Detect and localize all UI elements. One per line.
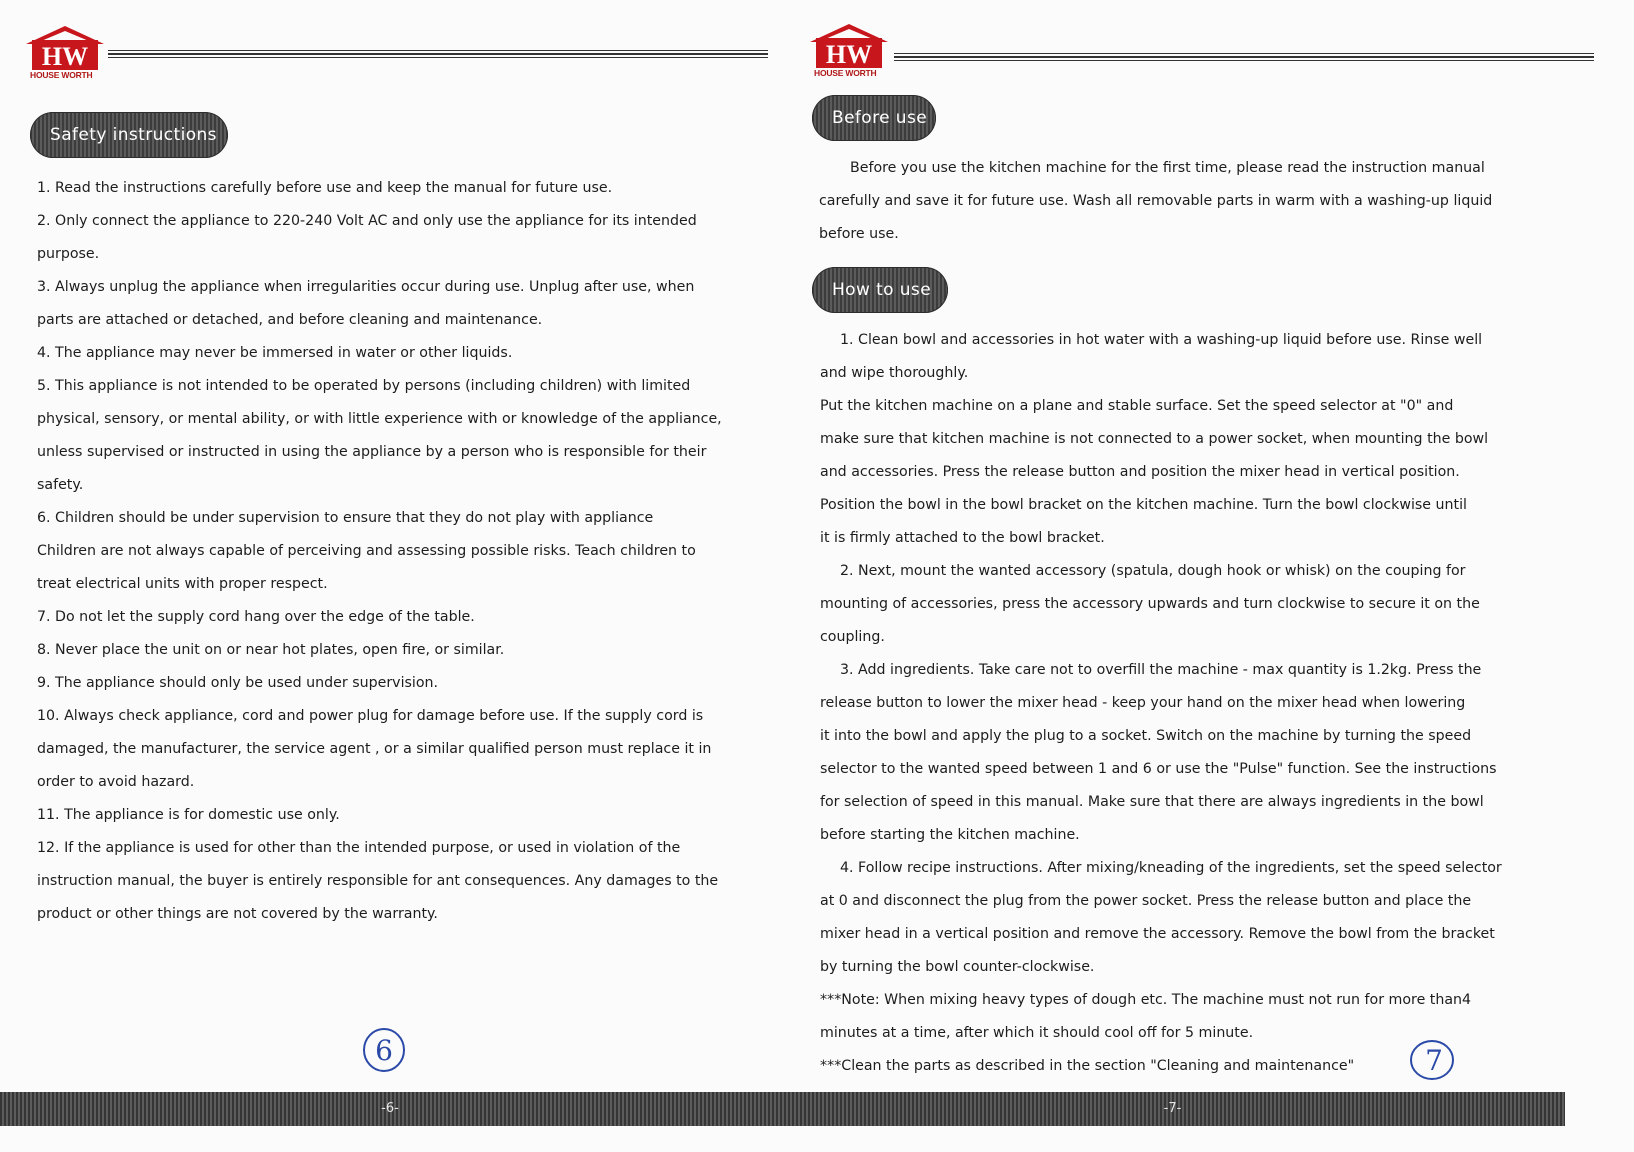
section-title-how-to-use: How to use bbox=[812, 267, 948, 313]
text-line: 10. Always check appliance, cord and power plug for damage before use. If the supply cord is bbox=[37, 708, 704, 724]
text-line: 4. Follow recipe instructions. After mixing/kneading of the ingredients, set the speed selector bbox=[840, 860, 1502, 876]
text-line: Position the bowl in the bowl bracket on the kitchen machine. Turn the bowl clockwise until bbox=[820, 497, 1467, 513]
text-line: for selection of speed in this manual. Make sure that there are always ingredients in the bowl bbox=[820, 794, 1484, 810]
text-line: and accessories. Press the release button and position the mixer head in vertical position. bbox=[820, 464, 1460, 480]
text-line: 12. If the appliance is used for other than the intended purpose, or used in violation of the bbox=[37, 840, 681, 856]
text-line: 8. Never place the unit on or near hot plates, open fire, or similar. bbox=[37, 642, 505, 658]
text-line: minutes at a time, after which it should cool off for 5 minute. bbox=[820, 1025, 1254, 1041]
text-line: before use. bbox=[819, 226, 899, 242]
house-roof-icon bbox=[26, 26, 104, 72]
text-line: damaged, the manufacturer, the service agent , or a similar qualified person must replace it in bbox=[37, 741, 712, 757]
handwritten-page-number bbox=[360, 1024, 410, 1076]
text-line: it is firmly attached to the bowl bracket. bbox=[820, 530, 1105, 546]
handwritten-page-number bbox=[1408, 1038, 1458, 1082]
footer-page-number: -6- bbox=[0, 1092, 780, 1126]
text-line: carefully and save it for future use. Wash all removable parts in warm with a washing-up liquid bbox=[819, 193, 1493, 209]
text-line: at 0 and disconnect the plug from the power socket. Press the release button and place the bbox=[820, 893, 1472, 909]
text-line: make sure that kitchen machine is not connected to a power socket, when mounting the bowl bbox=[820, 431, 1489, 447]
text-line: 11. The appliance is for domestic use only. bbox=[37, 807, 340, 823]
text-line: 1. Clean bowl and accessories in hot water with a washing-up liquid before use. Rinse well bbox=[840, 332, 1483, 348]
text-line: 2. Only connect the appliance to 220-240 Volt AC and only use the appliance for its intended bbox=[37, 213, 697, 229]
handwritten-number-text: 7 bbox=[1425, 1044, 1443, 1077]
text-line: 9. The appliance should only be used under supervision. bbox=[37, 675, 439, 691]
text-line: purpose. bbox=[37, 246, 100, 262]
header-rule bbox=[108, 50, 768, 62]
text-line: 3. Add ingredients. Take care not to overfill the machine - max quantity is 1.2kg. Press the bbox=[840, 662, 1482, 678]
text-line: before starting the kitchen machine. bbox=[820, 827, 1080, 843]
text-line: parts are attached or detached, and before cleaning and maintenance. bbox=[37, 312, 543, 328]
text-line: product or other things are not covered by the warranty. bbox=[37, 906, 438, 922]
text-line: unless supervised or instructed in using the appliance by a person who is responsible for their bbox=[37, 444, 707, 460]
text-line: and wipe thoroughly. bbox=[820, 365, 969, 381]
text-line: mixer head in a vertical position and remove the accessory. Remove the bowl from the bracket bbox=[820, 926, 1495, 942]
house-worth-logo bbox=[810, 24, 888, 80]
text-line: Before you use the kitchen machine for the first time, please read the instruction manual bbox=[850, 160, 1485, 176]
text-line: Put the kitchen machine on a plane and stable surface. Set the speed selector at "0" and bbox=[820, 398, 1454, 414]
footer-page-number: -7- bbox=[780, 1092, 1565, 1126]
text-line: ***Note: When mixing heavy types of dough etc. The machine must not run for more than4 bbox=[820, 992, 1472, 1008]
text-line: it into the bowl and apply the plug to a socket. Switch on the machine by turning the speed bbox=[820, 728, 1472, 744]
handwritten-number-text: 6 bbox=[375, 1034, 393, 1067]
text-line: 7. Do not let the supply cord hang over the edge of the table. bbox=[37, 609, 475, 625]
text-line: by turning the bowl counter-clockwise. bbox=[820, 959, 1095, 975]
logo-mark: HW bbox=[825, 40, 873, 69]
text-line: safety. bbox=[37, 477, 84, 493]
house-worth-logo bbox=[26, 26, 104, 82]
house-roof-icon bbox=[810, 24, 888, 70]
left-page bbox=[0, 0, 780, 1152]
right-page bbox=[780, 0, 1634, 1152]
text-line: ***Clean the parts as described in the section "Cleaning and maintenance" bbox=[820, 1058, 1355, 1074]
text-line: mounting of accessories, press the accessory upwards and turn clockwise to secure it on the bbox=[820, 596, 1480, 612]
text-line: 2. Next, mount the wanted accessory (spatula, dough hook or whisk) on the couping for bbox=[840, 563, 1466, 579]
text-line: 6. Children should be under supervision to ensure that they do not play with appliance bbox=[37, 510, 654, 526]
text-line: 1. Read the instructions carefully before use and keep the manual for future use. bbox=[37, 180, 613, 196]
text-line: instruction manual, the buyer is entirely responsible for ant consequences. Any damages to the bbox=[37, 873, 719, 889]
text-line: Children are not always capable of perceiving and assessing possible risks. Teach children to bbox=[37, 543, 696, 559]
section-title-safety: Safety instructions bbox=[30, 112, 228, 158]
text-line: release button to lower the mixer head - keep your hand on the mixer head when lowering bbox=[820, 695, 1466, 711]
text-line: coupling. bbox=[820, 629, 885, 645]
text-line: treat electrical units with proper respect. bbox=[37, 576, 328, 592]
text-line: 3. Always unplug the appliance when irregularities occur during use. Unplug after use, when bbox=[37, 279, 695, 295]
logo-subtitle: HOUSE WORTH bbox=[814, 68, 877, 78]
section-title-before-use: Before use bbox=[812, 95, 936, 141]
text-line: 4. The appliance may never be immersed in water or other liquids. bbox=[37, 345, 513, 361]
text-line: 5. This appliance is not intended to be operated by persons (including children) with limited bbox=[37, 378, 691, 394]
text-line: physical, sensory, or mental ability, or with little experience with or knowledge of the appliance, bbox=[37, 411, 722, 427]
logo-mark: HW bbox=[41, 42, 89, 71]
text-line: order to avoid hazard. bbox=[37, 774, 195, 790]
logo-subtitle: HOUSE WORTH bbox=[30, 70, 93, 80]
text-line: selector to the wanted speed between 1 and 6 or use the "Pulse" function. See the instructions bbox=[820, 761, 1497, 777]
header-rule bbox=[894, 53, 1594, 65]
